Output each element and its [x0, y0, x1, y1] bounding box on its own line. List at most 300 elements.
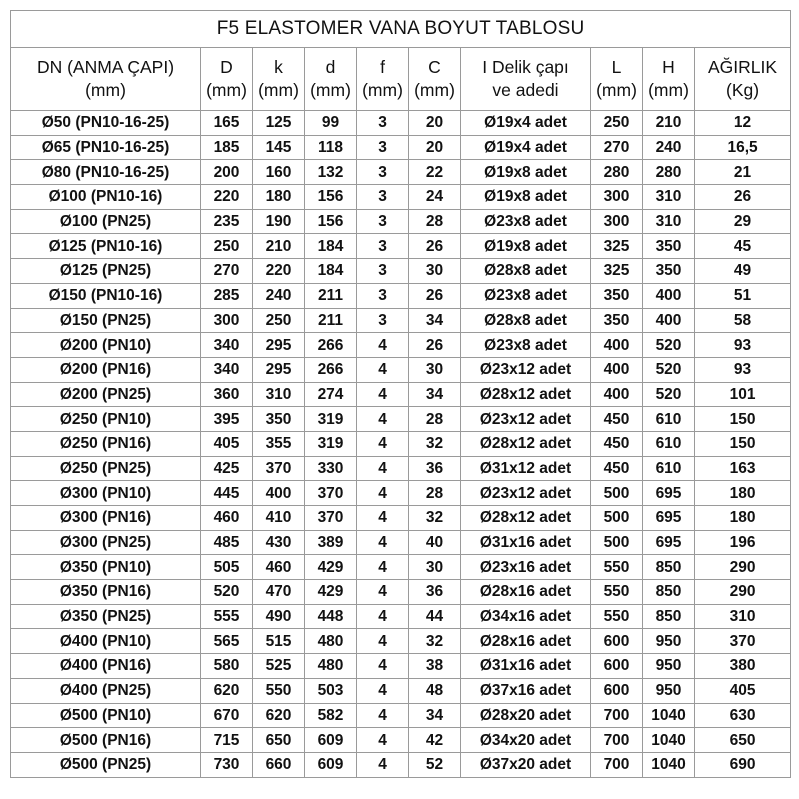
cell-h: 695: [643, 530, 695, 555]
cell-f: 4: [357, 555, 409, 580]
header-d-inner-line2: (mm): [310, 80, 351, 100]
cell-d-outer: 445: [201, 481, 253, 506]
cell-d-inner: 211: [305, 308, 357, 333]
cell-weight: 21: [695, 160, 791, 185]
cell-d-outer: 165: [201, 111, 253, 136]
cell-k: 125: [253, 111, 305, 136]
cell-d-outer: 505: [201, 555, 253, 580]
cell-d-inner: 429: [305, 555, 357, 580]
table-row: [11, 259, 791, 284]
cell-c: 26: [409, 333, 461, 358]
cell-hole: Ø28x8 adet: [461, 308, 591, 333]
cell-weight: 290: [695, 580, 791, 605]
cell-dn: Ø125 (PN25): [11, 259, 201, 284]
cell-l: 350: [591, 308, 643, 333]
cell-d-outer: 555: [201, 604, 253, 629]
cell-hole: Ø28x12 adet: [461, 382, 591, 407]
cell-d-inner: 184: [305, 234, 357, 259]
table-row: [11, 481, 791, 506]
cell-f: 3: [357, 135, 409, 160]
cell-h: 695: [643, 506, 695, 531]
cell-weight: 370: [695, 629, 791, 654]
cell-h: 950: [643, 654, 695, 679]
cell-k: 620: [253, 703, 305, 728]
cell-f: 3: [357, 160, 409, 185]
cell-c: 26: [409, 283, 461, 308]
cell-c: 36: [409, 456, 461, 481]
cell-d-inner: 609: [305, 752, 357, 777]
cell-dn: Ø300 (PN16): [11, 506, 201, 531]
table-row: [11, 135, 791, 160]
cell-hole: Ø19x8 adet: [461, 185, 591, 210]
cell-d-inner: 184: [305, 259, 357, 284]
cell-h: 610: [643, 431, 695, 456]
cell-d-outer: 235: [201, 209, 253, 234]
cell-d-outer: 620: [201, 678, 253, 703]
cell-c: 42: [409, 728, 461, 753]
cell-k: 650: [253, 728, 305, 753]
cell-d-inner: 156: [305, 185, 357, 210]
cell-dn: Ø400 (PN16): [11, 654, 201, 679]
cell-l: 500: [591, 530, 643, 555]
table-row: [11, 752, 791, 777]
table-row: [11, 283, 791, 308]
cell-weight: 29: [695, 209, 791, 234]
cell-weight: 51: [695, 283, 791, 308]
cell-k: 490: [253, 604, 305, 629]
cell-weight: 690: [695, 752, 791, 777]
cell-h: 1040: [643, 703, 695, 728]
cell-hole: Ø23x12 adet: [461, 407, 591, 432]
cell-weight: 49: [695, 259, 791, 284]
cell-f: 4: [357, 604, 409, 629]
cell-dn: Ø500 (PN10): [11, 703, 201, 728]
cell-d-outer: 395: [201, 407, 253, 432]
cell-l: 300: [591, 209, 643, 234]
cell-c: 52: [409, 752, 461, 777]
cell-l: 600: [591, 654, 643, 679]
header-c: [409, 48, 461, 111]
cell-k: 470: [253, 580, 305, 605]
cell-k: 370: [253, 456, 305, 481]
cell-d-outer: 670: [201, 703, 253, 728]
cell-l: 280: [591, 160, 643, 185]
cell-k: 460: [253, 555, 305, 580]
cell-hole: Ø23x12 adet: [461, 357, 591, 382]
cell-h: 850: [643, 580, 695, 605]
header-f-line1: f: [380, 57, 385, 77]
cell-d-outer: 360: [201, 382, 253, 407]
cell-d-inner: 330: [305, 456, 357, 481]
cell-dn: Ø350 (PN16): [11, 580, 201, 605]
cell-weight: 93: [695, 333, 791, 358]
table-row: [11, 333, 791, 358]
cell-f: 4: [357, 506, 409, 531]
cell-d-outer: 300: [201, 308, 253, 333]
table-row: [11, 580, 791, 605]
cell-c: 34: [409, 308, 461, 333]
cell-h: 310: [643, 185, 695, 210]
cell-weight: 93: [695, 357, 791, 382]
cell-dn: Ø250 (PN16): [11, 431, 201, 456]
size-table-container: [10, 10, 790, 778]
header-d-inner-line1: d: [325, 57, 336, 77]
cell-weight: 150: [695, 407, 791, 432]
cell-l: 500: [591, 481, 643, 506]
cell-d-outer: 460: [201, 506, 253, 531]
cell-h: 610: [643, 456, 695, 481]
cell-l: 400: [591, 333, 643, 358]
cell-h: 695: [643, 481, 695, 506]
cell-l: 550: [591, 604, 643, 629]
cell-weight: 650: [695, 728, 791, 753]
cell-c: 26: [409, 234, 461, 259]
cell-c: 38: [409, 654, 461, 679]
table-row: [11, 111, 791, 136]
cell-weight: 150: [695, 431, 791, 456]
cell-h: 850: [643, 555, 695, 580]
table-row: [11, 506, 791, 531]
header-weight: [695, 48, 791, 111]
table-row: [11, 209, 791, 234]
cell-h: 520: [643, 333, 695, 358]
cell-f: 4: [357, 481, 409, 506]
cell-f: 3: [357, 308, 409, 333]
cell-f: 3: [357, 111, 409, 136]
table-row: [11, 456, 791, 481]
header-hole-line2: ve adedi: [492, 80, 559, 100]
cell-l: 550: [591, 580, 643, 605]
table-row: [11, 654, 791, 679]
header-k-line2: (mm): [258, 80, 299, 100]
cell-h: 950: [643, 678, 695, 703]
cell-hole: Ø31x16 adet: [461, 530, 591, 555]
cell-f: 3: [357, 259, 409, 284]
cell-c: 28: [409, 209, 461, 234]
table-head: [11, 11, 791, 111]
cell-l: 350: [591, 283, 643, 308]
cell-l: 325: [591, 234, 643, 259]
cell-hole: Ø19x8 adet: [461, 160, 591, 185]
cell-f: 4: [357, 382, 409, 407]
cell-hole: Ø28x8 adet: [461, 259, 591, 284]
header-f: [357, 48, 409, 111]
cell-hole: Ø34x16 adet: [461, 604, 591, 629]
cell-hole: Ø34x20 adet: [461, 728, 591, 753]
cell-f: 4: [357, 678, 409, 703]
header-hole: [461, 48, 591, 111]
cell-dn: Ø300 (PN10): [11, 481, 201, 506]
cell-l: 300: [591, 185, 643, 210]
cell-d-outer: 405: [201, 431, 253, 456]
header-weight-line2: (Kg): [726, 80, 760, 100]
cell-h: 610: [643, 407, 695, 432]
cell-d-outer: 730: [201, 752, 253, 777]
cell-f: 4: [357, 530, 409, 555]
cell-k: 145: [253, 135, 305, 160]
cell-k: 430: [253, 530, 305, 555]
cell-l: 700: [591, 728, 643, 753]
cell-l: 400: [591, 382, 643, 407]
cell-h: 240: [643, 135, 695, 160]
cell-d-inner: 480: [305, 629, 357, 654]
cell-hole: Ø23x12 adet: [461, 481, 591, 506]
cell-k: 660: [253, 752, 305, 777]
cell-f: 3: [357, 185, 409, 210]
cell-k: 220: [253, 259, 305, 284]
cell-weight: 180: [695, 506, 791, 531]
cell-c: 34: [409, 382, 461, 407]
cell-k: 160: [253, 160, 305, 185]
cell-f: 3: [357, 234, 409, 259]
cell-weight: 380: [695, 654, 791, 679]
cell-l: 600: [591, 629, 643, 654]
cell-dn: Ø350 (PN25): [11, 604, 201, 629]
header-d-outer-line2: (mm): [206, 80, 247, 100]
cell-c: 28: [409, 407, 461, 432]
cell-d-inner: 370: [305, 481, 357, 506]
cell-weight: 405: [695, 678, 791, 703]
header-h-line1: H: [662, 57, 675, 77]
cell-dn: Ø400 (PN10): [11, 629, 201, 654]
cell-l: 500: [591, 506, 643, 531]
cell-d-inner: 274: [305, 382, 357, 407]
cell-dn: Ø80 (PN10-16-25): [11, 160, 201, 185]
header-l-line1: L: [611, 57, 622, 77]
cell-h: 400: [643, 308, 695, 333]
cell-dn: Ø50 (PN10-16-25): [11, 111, 201, 136]
cell-c: 28: [409, 481, 461, 506]
cell-f: 3: [357, 209, 409, 234]
cell-hole: Ø37x16 adet: [461, 678, 591, 703]
cell-d-inner: 429: [305, 580, 357, 605]
cell-k: 190: [253, 209, 305, 234]
header-row: [11, 48, 791, 111]
cell-d-inner: 389: [305, 530, 357, 555]
cell-dn: Ø500 (PN25): [11, 752, 201, 777]
cell-dn: Ø150 (PN10-16): [11, 283, 201, 308]
header-k: [253, 48, 305, 111]
cell-l: 325: [591, 259, 643, 284]
cell-d-inner: 99: [305, 111, 357, 136]
header-dn-line1: DN (ANMA ÇAPI): [36, 57, 175, 77]
header-l-line2: (mm): [596, 80, 637, 100]
table-row: [11, 555, 791, 580]
cell-k: 515: [253, 629, 305, 654]
cell-f: 4: [357, 654, 409, 679]
table-row: [11, 407, 791, 432]
cell-k: 210: [253, 234, 305, 259]
cell-c: 34: [409, 703, 461, 728]
table-row: [11, 234, 791, 259]
cell-dn: Ø65 (PN10-16-25): [11, 135, 201, 160]
table-row: [11, 185, 791, 210]
cell-dn: Ø200 (PN16): [11, 357, 201, 382]
table-row: [11, 530, 791, 555]
cell-weight: 630: [695, 703, 791, 728]
cell-hole: Ø31x12 adet: [461, 456, 591, 481]
cell-hole: Ø28x12 adet: [461, 506, 591, 531]
header-c-line1: C: [428, 57, 441, 77]
cell-d-inner: 582: [305, 703, 357, 728]
table-row: [11, 382, 791, 407]
cell-l: 550: [591, 555, 643, 580]
cell-h: 350: [643, 234, 695, 259]
cell-d-outer: 270: [201, 259, 253, 284]
cell-dn: Ø400 (PN25): [11, 678, 201, 703]
cell-k: 410: [253, 506, 305, 531]
size-table: [10, 10, 791, 778]
cell-k: 180: [253, 185, 305, 210]
cell-d-inner: 118: [305, 135, 357, 160]
table-row: [11, 357, 791, 382]
cell-hole: Ø23x8 adet: [461, 333, 591, 358]
header-h-line2: (mm): [648, 80, 689, 100]
cell-dn: Ø200 (PN25): [11, 382, 201, 407]
cell-f: 4: [357, 752, 409, 777]
cell-hole: Ø31x16 adet: [461, 654, 591, 679]
cell-hole: Ø19x8 adet: [461, 234, 591, 259]
cell-f: 4: [357, 580, 409, 605]
cell-f: 4: [357, 357, 409, 382]
cell-d-outer: 185: [201, 135, 253, 160]
cell-weight: 180: [695, 481, 791, 506]
header-d-outer-line1: D: [220, 57, 233, 77]
cell-h: 310: [643, 209, 695, 234]
cell-c: 32: [409, 431, 461, 456]
cell-weight: 101: [695, 382, 791, 407]
header-hole-line1: I Delik çapı: [482, 57, 569, 77]
cell-hole: Ø28x20 adet: [461, 703, 591, 728]
cell-h: 280: [643, 160, 695, 185]
cell-k: 240: [253, 283, 305, 308]
cell-c: 36: [409, 580, 461, 605]
cell-d-outer: 285: [201, 283, 253, 308]
header-k-line1: k: [274, 57, 283, 77]
cell-l: 400: [591, 357, 643, 382]
cell-d-outer: 425: [201, 456, 253, 481]
cell-c: 48: [409, 678, 461, 703]
cell-hole: Ø28x12 adet: [461, 431, 591, 456]
cell-h: 210: [643, 111, 695, 136]
cell-d-outer: 715: [201, 728, 253, 753]
cell-d-outer: 220: [201, 185, 253, 210]
table-row: [11, 431, 791, 456]
table-row: [11, 308, 791, 333]
cell-hole: Ø19x4 adet: [461, 135, 591, 160]
cell-h: 1040: [643, 752, 695, 777]
cell-d-inner: 266: [305, 357, 357, 382]
cell-f: 4: [357, 703, 409, 728]
cell-h: 1040: [643, 728, 695, 753]
cell-d-inner: 448: [305, 604, 357, 629]
cell-k: 525: [253, 654, 305, 679]
cell-d-inner: 156: [305, 209, 357, 234]
cell-dn: Ø500 (PN16): [11, 728, 201, 753]
cell-d-outer: 250: [201, 234, 253, 259]
cell-k: 355: [253, 431, 305, 456]
header-weight-line1: AĞIRLIK: [708, 57, 778, 77]
table-row: [11, 703, 791, 728]
cell-k: 310: [253, 382, 305, 407]
table-row: [11, 604, 791, 629]
cell-l: 600: [591, 678, 643, 703]
header-dn: [11, 48, 201, 111]
cell-d-outer: 340: [201, 357, 253, 382]
cell-k: 250: [253, 308, 305, 333]
cell-d-inner: 319: [305, 431, 357, 456]
cell-weight: 163: [695, 456, 791, 481]
cell-f: 4: [357, 407, 409, 432]
cell-h: 850: [643, 604, 695, 629]
header-dn-line2: (mm): [85, 80, 126, 100]
cell-c: 24: [409, 185, 461, 210]
cell-weight: 16,5: [695, 135, 791, 160]
cell-d-outer: 565: [201, 629, 253, 654]
table-row: [11, 160, 791, 185]
cell-h: 520: [643, 382, 695, 407]
cell-dn: Ø150 (PN25): [11, 308, 201, 333]
cell-d-outer: 520: [201, 580, 253, 605]
cell-f: 4: [357, 728, 409, 753]
cell-dn: Ø250 (PN10): [11, 407, 201, 432]
table-row: [11, 678, 791, 703]
title-row: [11, 11, 791, 48]
cell-h: 350: [643, 259, 695, 284]
cell-d-outer: 340: [201, 333, 253, 358]
cell-weight: 290: [695, 555, 791, 580]
cell-hole: Ø19x4 adet: [461, 111, 591, 136]
table-title: F5 ELASTOMER VANA BOYUT TABLOSU: [11, 11, 791, 48]
cell-f: 4: [357, 333, 409, 358]
cell-c: 22: [409, 160, 461, 185]
cell-hole: Ø28x16 adet: [461, 580, 591, 605]
cell-d-inner: 503: [305, 678, 357, 703]
cell-dn: Ø350 (PN10): [11, 555, 201, 580]
cell-l: 450: [591, 431, 643, 456]
cell-d-inner: 480: [305, 654, 357, 679]
cell-k: 400: [253, 481, 305, 506]
cell-f: 4: [357, 456, 409, 481]
cell-hole: Ø28x16 adet: [461, 629, 591, 654]
cell-hole: Ø37x20 adet: [461, 752, 591, 777]
cell-k: 550: [253, 678, 305, 703]
cell-hole: Ø23x16 adet: [461, 555, 591, 580]
cell-weight: 310: [695, 604, 791, 629]
cell-h: 400: [643, 283, 695, 308]
header-d-inner: [305, 48, 357, 111]
cell-h: 950: [643, 629, 695, 654]
cell-hole: Ø23x8 adet: [461, 209, 591, 234]
cell-c: 30: [409, 555, 461, 580]
table-body: [11, 111, 791, 778]
header-c-line2: (mm): [414, 80, 455, 100]
cell-c: 20: [409, 111, 461, 136]
cell-l: 700: [591, 703, 643, 728]
cell-c: 30: [409, 357, 461, 382]
cell-c: 20: [409, 135, 461, 160]
cell-c: 30: [409, 259, 461, 284]
cell-weight: 196: [695, 530, 791, 555]
cell-weight: 58: [695, 308, 791, 333]
cell-c: 44: [409, 604, 461, 629]
header-f-line2: (mm): [362, 80, 403, 100]
cell-f: 3: [357, 283, 409, 308]
cell-d-inner: 266: [305, 333, 357, 358]
cell-weight: 26: [695, 185, 791, 210]
cell-l: 450: [591, 456, 643, 481]
cell-d-outer: 485: [201, 530, 253, 555]
